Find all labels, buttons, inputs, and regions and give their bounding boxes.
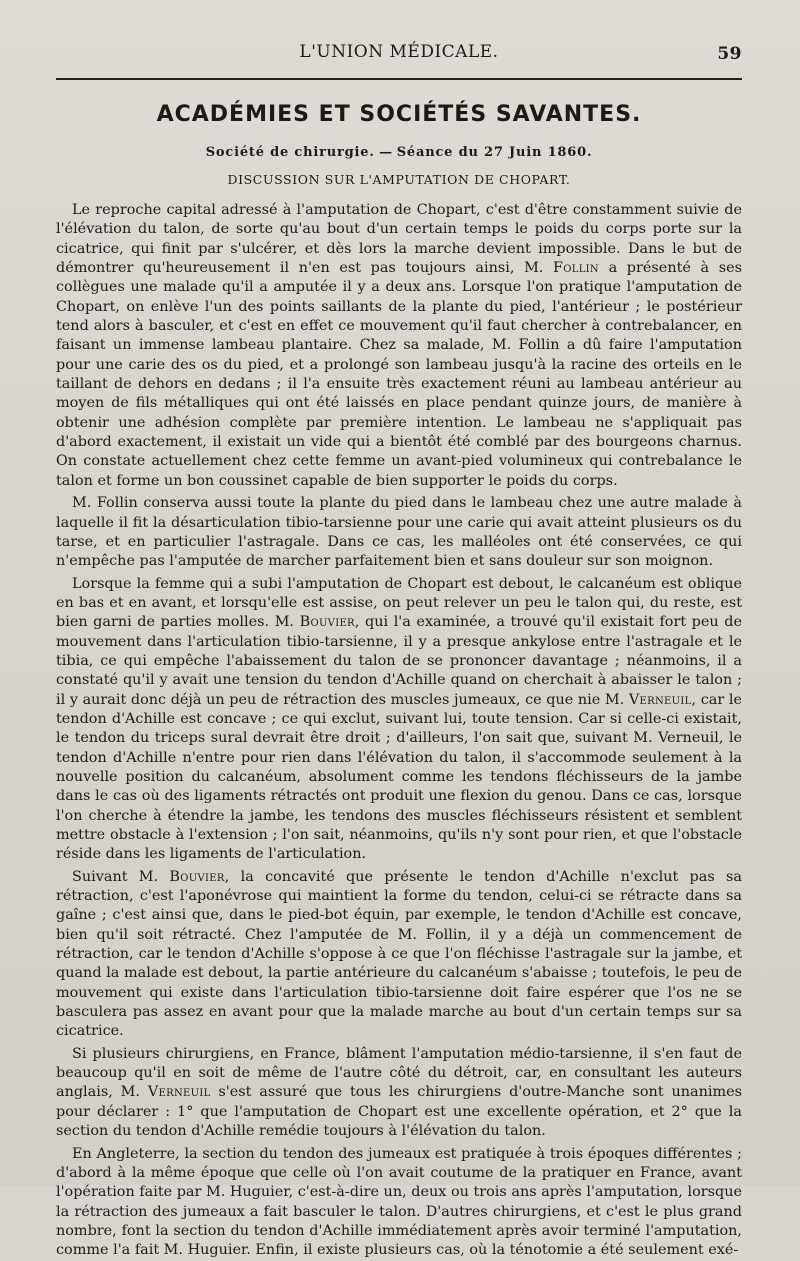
text-run: , qui l'a examinée, a trouvé qu'il existait fort peu de mouvement dans l'articulation tibio-tarsienne, il y a presque ankylose entre l'astragale et le tibia, ce qui empêche l'abaissement du talon de se prononcer davantage ; néanmoins, il a constaté qu'il y avait une tension du tendon d'Achille quand on cherchait à abaisser le talon ; il y aurait donc déjà un peu de rétraction des muscles jumeaux, ce que nie M. [56,614,742,708]
paragraph [56,1045,742,1142]
journal-title: L'UNION MÉDICALE. [299,42,499,62]
text-run: Si plusieurs chirurgiens, en France, blâment l'amputation médio-tarsienne, il s'en faut de beaucoup qu'il en soit de même de l'autre côté du détroit, car, en consultant les auteurs anglais, M. [56,1045,742,1101]
page-number: 59 [717,44,742,64]
society-name: Société de chirurgie. [205,145,375,160]
text-run: Le reproche capital adressé à l'amputation de Chopart, c'est d'être constamment suivie de l'élévation du talon, de sorte qu'au bout d'un certain temps le poids du corps porte sur la cicatrice, qui finit par s'ulcérer, et dès lors la marche devient impossible. Dans le but de démontrer qu'heureusement il n'en est pas toujours ainsi, M. [56,202,742,277]
text-run: , la concavité que présente le tendon d'Achille n'exclut pas sa rétraction, c'est l'aponévrose qui maintient la forme du tendon, celui-ci se rétracte dans sa gaîne ; c'est ainsi que, dans le pied-bot équin, par exemple, le tendon d'Achille est concave, bien qu'il soit rétracté. Chez l'amputée de M. Follin, il y a déjà un commencement de rétraction, car le tendon d'Achille s'oppose à ce que l'on fléchisse l'astragale sur la jambe, et quand la malade est debout, la partie antérieure du calcanéum s'abaisse ; toutefois, le peu de mouvement qui existe dans l'articulation tibio-tarsienne doit faire espérer que l'os ne se basculera pas assez en avant pour que la malade marche au bout d'un certain temps sur sa cicatrice. [56,868,742,1040]
discussion-heading: DISCUSSION SUR L'AMPUTATION DE CHOPART. [227,172,571,187]
running-head [56,42,742,72]
session-line [56,145,742,160]
text-run: , car le tendon d'Achille est concave ; ce qui exclut, suivant lui, toute tension. Car si celle-ci existait, le tendon du triceps sural devrait être droit ; d'ailleurs, l'on sait que, suivant M. Verneuil, le tendon d'Achille n'entre pour rien dans l'élévation du talon, il s'accommode seulement à la nouvelle position du calcanéum, absolument comme les tendons fléchisseurs de la jambe dans le cas où des ligaments rétractés ont produit une flexion du genou. Dans ce cas, lorsque l'on cherche à étendre la jambe, les tendons des muscles fléchisseurs résistent et semblent mettre obstacle à l'extension ; l'on sait, néanmoins, qu'ils n'y sont pour rien, et que l'obstacle réside dans les ligaments de l'articulation. [56,691,742,863]
paragraph [56,868,742,1042]
text-run: M. Follin conserva aussi toute la plante du pied dans le lambeau chez une autre malade à laquelle il fit la désarticulation tibio-tarsienne pour une carie qui avait atteint plusieurs os du tarse, et en particulier l'astragale. Dans ce cas, les malléoles ont été conservées, ce qui n'empêche pas l'amputée de marcher parfaitement bien et sans douleur sur son moignon. [56,495,742,570]
paragraph [56,494,742,571]
text-run: Suivant M. [72,868,170,885]
paragraph [56,201,742,491]
text-run: s'est assuré que tous les chirurgiens d'outre-Manche sont unanimes pour déclarer : 1° que l'amputation de Chopart est une excellente opération, et 2° que la section du tendon d'Achille remédie toujours à l'élévation du talon. [56,1084,743,1140]
author-name: Follin [553,260,599,277]
meeting-date: Séance du 27 Juin 1860. [396,145,593,160]
author-name: Verneuil [628,691,692,708]
text-run: En Angleterre, la section du tendon des jumeaux est pratiquée à trois époques différentes ; d'abord à la même époque que celle où l'on avait coutume de la pratiquer en France, avant l'opération faite par M. Huguier, c'est-à-dire un, deux ou trois ans après l'amputation, lorsque la rétraction des jumeaux a fait basculer le talon. D'autres chirurgiens, et c'est le plus grand nombre, font la section du tendon d'Achille immédiatement après avoir terminé l'amputation, comme l'a fait M. Huguier. Enfin, il existe plusieurs cas, où la ténotomie a été seulement exé- [56,1145,742,1259]
header-rule [56,78,742,80]
paragraph [56,575,742,865]
text-run: Lorsque la femme qui a subi l'amputation de Chopart est debout, le calcanéum est oblique en bas et en avant, et lorsqu'elle est assise, on peut relever un peu le talon qui, du reste, est bien garni de parties molles. M. [56,575,742,631]
article-body [56,201,742,1261]
author-name: Verneuil [147,1084,211,1101]
author-name: Bouvier [299,614,355,631]
paragraph [56,1145,742,1261]
author-name: Bouvier [169,868,225,885]
section-title: ACADÉMIES ET SOCIÉTÉS SAVANTES. [156,102,642,127]
session-dash: — [374,145,397,160]
text-run: a présenté à ses collègues une malade qu'il a amputée il y a deux ans. Lorsque l'on pratique l'amputation de Chopart, on enlève l'un des points saillants de la plante du pied, l'antérieur ; le postérieur tend alors à basculer, et c'est en effet ce mouvement qu'il faut chercher à contrebalancer, en faisant un immense lambeau plantaire. Chez sa malade, M. Follin a dû faire l'amputation pour une carie des os du pied, et a prolongé son lambeau jusqu'à la racine des orteils en le taillant de dehors en dedans ; il l'a ensuite très exactement réuni au lambeau antérieur au moyen de fils métalliques qui ont été laissés en place pendant quinze jours, de manière à obtenir une adhésion complète par première intention. Le lambeau ne s'appliquait pas d'abord exactement, il existait un vide qui a bientôt été comblé par des bourgeons charnus. On constate actuellement chez cette femme un avant-pied volumineux qui contrebalance le talon et forme un bon coussinet capable de bien supporter le poids du corps. [56,260,742,489]
